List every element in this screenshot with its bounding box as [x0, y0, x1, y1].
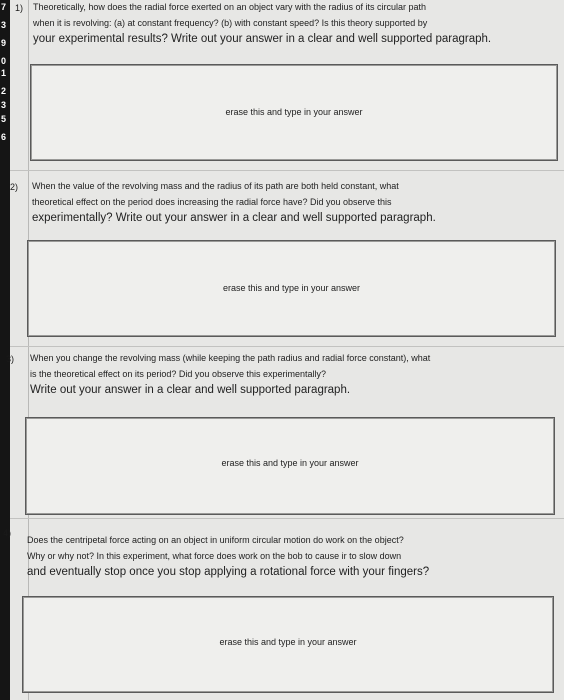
question-line: is the theoretical effect on its period? Did you observe this experimentally? [30, 369, 326, 379]
row-number: 3 [1, 100, 7, 110]
row-number: 2 [1, 86, 7, 96]
question-line: Write out your answer in a clear and well supported paragraph. [30, 384, 351, 396]
row-number: 3 [1, 20, 7, 30]
answer-placeholder[interactable]: erase this and type in your answer [221, 458, 359, 468]
question-line: experimentally? Write out your answer in a clear and well supported paragraph. [32, 212, 436, 224]
row-number: 1 [1, 68, 7, 78]
question-line: When the value of the revolving mass and the radius of its path are both held constant, what [32, 181, 399, 191]
row-gridline [10, 170, 564, 171]
question-line: your experimental results? Write out your answer in a clear and well supported paragraph. [33, 33, 492, 45]
row-number: 6 [1, 132, 7, 142]
answer-placeholder[interactable]: erase this and type in your answer [222, 283, 361, 293]
row-number: 9 [1, 38, 7, 48]
spreadsheet-area [3, 0, 564, 700]
question-line: Why or why not? In this experiment, what force does work on the bob to cause ir to slow down [27, 551, 402, 561]
row-gridline [10, 346, 564, 347]
question-1-text [33, 0, 491, 47]
row-number: 5 [1, 114, 7, 124]
question-4-text [27, 532, 429, 580]
question-number: 4) [3, 528, 12, 538]
question-line: theoretical effect on the period does increasing the radial force have? Did you observe this [32, 197, 392, 207]
question-line: when it is revolving: (a) at constant frequency? (b) with constant speed? Is this theory supported by [33, 18, 428, 28]
answer-placeholder[interactable]: erase this and type in your answer [219, 637, 357, 647]
row-header-strip [0, 0, 10, 700]
answer-box-3[interactable] [25, 417, 555, 515]
question-2-text [32, 178, 436, 226]
row-number: 7 [1, 2, 7, 12]
answer-box-2[interactable] [27, 240, 556, 337]
answer-box-4[interactable] [22, 596, 554, 693]
question-line: Theoretically, how does the radial force exerted on an object vary with the radius of its circular path [33, 2, 427, 12]
question-line: Does the centripetal force acting on an object in uniform circular motion do work on the object? [27, 535, 404, 545]
question-number: 1) [15, 3, 24, 13]
answer-box-1[interactable] [30, 64, 558, 161]
question-3-text [30, 350, 430, 398]
answer-placeholder[interactable]: erase this and type in your answer [225, 107, 363, 117]
row-number: 0 [1, 56, 7, 66]
column-gridline [28, 0, 29, 700]
question-number: 2) [10, 182, 19, 192]
question-line: When you change the revolving mass (while keeping the path radius and radial force constant), what [30, 353, 431, 363]
question-line: and eventually stop once you stop applying a rotational force with your fingers? [27, 566, 430, 578]
question-number: 3) [6, 354, 15, 364]
row-gridline [10, 518, 564, 519]
